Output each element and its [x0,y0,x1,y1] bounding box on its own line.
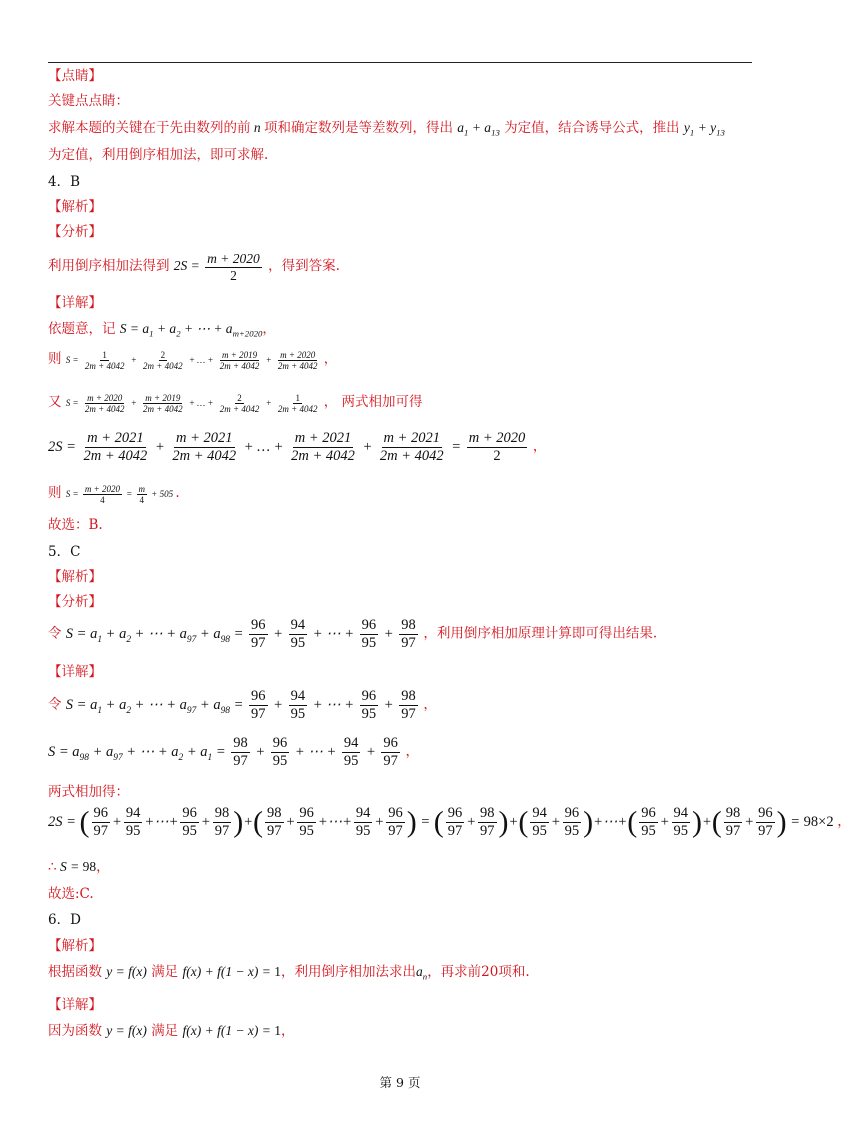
q4-detail-4: 2S = $\frac{m + 2021}{2m + 4042}$ + $\frac{m + 2021}{2m + 4042}$ + … + $\frac{m + 2021}{2m + 4042}$ + $\frac{m + 2021}{2m + 4042}$ = $\frac{m + 2020}{2}$ ， [48,430,547,464]
q6-tag-xiangjie: 【详解】 [48,997,102,1013]
q4-tag-fenxi: 【分析】 [48,224,102,240]
q6-detail-1: 因为函数 y = f(x) 满足 f(x) + f(1 − x) = 1， [48,1023,295,1039]
q5-tag-fenxi: 【分析】 [48,594,102,610]
q5-answer: 5．C [48,544,81,560]
q4-answer: 4．B [48,174,81,190]
q5-fenxi-line: 令 $S = a_1 + a_2$ + ⋯ + $a_{97} + a_{98}$ = $\frac{96}{97}$ + $\frac{94}{95}$ + ⋯ + $\frac{96}{95}$ + $\frac{98}{97}$ ，利用倒序相加原理计算即可得出结果. [48,617,658,651]
key-point-line-2: 为定值，利用倒序相加法，即可求解. [48,147,269,163]
q5-detail-1: 令 $S = a_1 + a_2$ + ⋯ + $a_{97} + a_{98}$ = $\frac{96}{97}$ + $\frac{94}{95}$ + ⋯ + $\frac{96}{95}$ + $\frac{98}{97}$ ， [48,688,437,722]
q5-choice: 故选:C. [48,886,94,902]
q5-detail-2: $S = a_{98} + a_{97}$ + ⋯ + $a_2 + a_1$ = $\frac{98}{97}$ + $\frac{96}{95}$ + ⋯ + $\frac{94}{95}$ + $\frac{96}{97}$ ， [48,735,420,769]
q4-detail-2: 则 S = $\frac{1}{2m + 4042}$ + $\frac{2}{2m + 4042}$ + … + $\frac{m + 2019}{2m + 4042}$ + $\frac{m + 2020}{2m + 4042}$ ， [48,349,338,372]
q6-jiexi-line: 根据函数 y = f(x) 满足 f(x) + f(1 − x) = 1，利用倒序相加法求出$a_n$，再求前20项和. [48,964,530,982]
q5-sum-label: 两式相加得： [48,784,129,800]
q6-answer: 6．D [48,912,81,928]
q4-detail-3: 又 S = $\frac{m + 2020}{2m + 4042}$ + $\frac{m + 2019}{2m + 4042}$ + … + $\frac{2}{2m + 4042}$ + $\frac{1}{2m + 4042}$ ， 两式相加可得 [48,392,423,415]
q4-choice: 故选：B. [48,517,103,533]
q5-therefore: ∴ S = 98， [48,859,110,875]
q5-tag-xiangjie: 【详解】 [48,664,102,680]
tag-dianjing: 【点睛】 [48,68,102,84]
q4-detail-1: 依题意，记 $S = a_1 + a_2$ + ⋯ + $a_{m+2020}$， [48,321,276,339]
header-rule [48,62,752,63]
q4-fenxi-line: 利用倒序相加法得到 2S = $\frac{m + 2020}{2}$ ，得到答案. [48,251,340,283]
q5-tag-jiexi: 【解析】 [48,569,102,585]
q6-tag-jiexi: 【解析】 [48,938,102,954]
key-point-heading: 关键点点睛： [48,93,129,109]
q4-detail-5: 则 S = $\frac{m + 2020}{4}$ = $\frac{m}{4}$ + 505 . [48,483,180,506]
key-point-line-1: 求解本题的关键在于先由数列的前 n 项和确定数列是等差数列，得出 $a_1 + a_{13}$ 为定值，结合诱导公式，推出 $y_1 + y_{13}$ [48,120,725,138]
q4-tag-xiangjie: 【详解】 [48,295,102,311]
q4-tag-jiexi: 【解析】 [48,199,102,215]
page-number: 第 9 页 [379,1075,421,1090]
q5-sum-equation: 2S = ( $\frac{96}{97}$ + $\frac{94}{95}$ +⋯+ $\frac{96}{95}$ + $\frac{98}{97}$ )+( $\frac{98}{97}$ + $\frac{96}{95}$ +⋯+ $\frac{94}{95}$ + $\frac{96}{97}$ ) = ( $\frac{96}{97}$ + $\frac{98}{97}$ )+( $\frac{94}{95}$ + $\frac{96}{95}$ )+⋯+( $\frac{96}{95}$ + $\frac{94}{95}$ )+( $\frac{98}{97}$ + $\frac{96}{97}$ ) = 98×2 ， [48,805,851,839]
